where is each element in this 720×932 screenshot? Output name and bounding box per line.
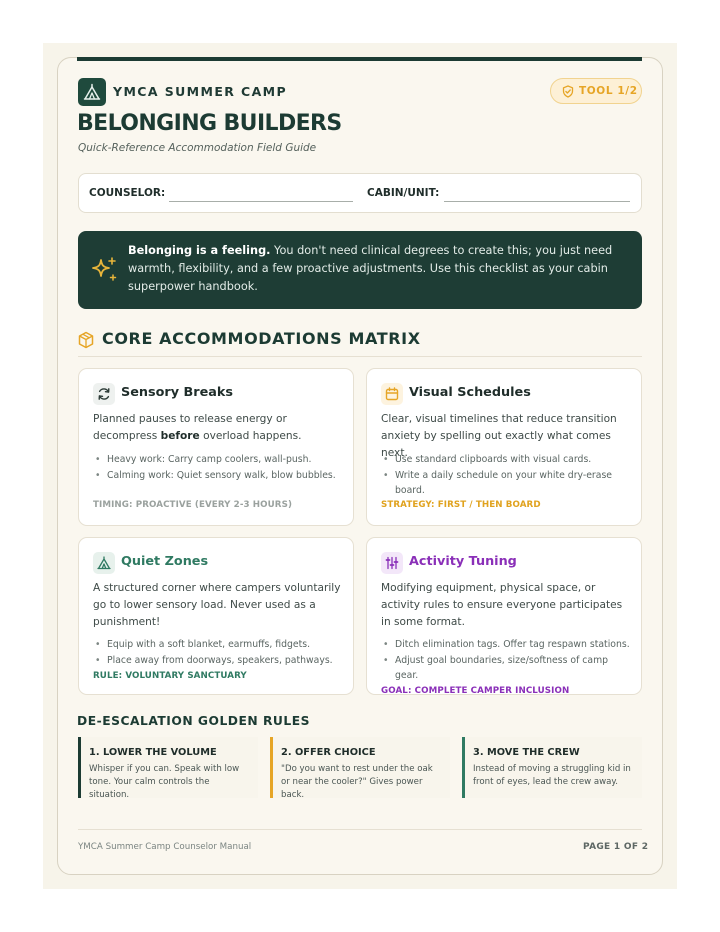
card-quiet-zones [78, 537, 354, 695]
list-item: • Place away from doorways, speakers, pathways. [93, 653, 345, 668]
card-desc-bold: before [160, 430, 200, 442]
page-title: BELONGING BUILDERS [77, 111, 342, 136]
tent-icon [93, 552, 115, 574]
card-description: Clear, visual timelines that reduce transition anxiety by spelling out exactly what comes next. [381, 413, 617, 459]
counselor-label: COUNSELOR: [89, 187, 166, 199]
rule-heading: 2. OFFER CHOICE [281, 747, 376, 758]
rule-body: Whisper if you can. Speak with low tone. Your calm controls the situation. [89, 764, 240, 800]
card-sensory-breaks [78, 368, 354, 526]
cabin-label: CABIN/UNIT: [367, 187, 440, 199]
intro-text [128, 242, 624, 296]
package-box-icon [78, 331, 94, 349]
top-accent-bar [77, 57, 642, 61]
card-footer-tag: STRATEGY: FIRST / THEN BOARD [381, 500, 541, 510]
list-item: • Ditch elimination tags. Offer tag respawn stations. [381, 637, 633, 652]
footer-divider [78, 829, 642, 830]
list-item: • Calming work: Quiet sensory walk, blow bubbles. [93, 468, 345, 483]
card-list [93, 637, 345, 669]
list-item: • Write a daily schedule on your white dry-erase board. [381, 468, 633, 498]
rules-title: DE-ESCALATION GOLDEN RULES [77, 714, 311, 728]
rule-heading: 3. MOVE THE CREW [473, 747, 580, 758]
card-description: Modifying equipment, physical space, or activity rules to ensure everyone participates in some format. [381, 582, 623, 628]
card-visual-schedules [366, 368, 642, 526]
rule-body: "Do you want to rest under the oak or near the cooler?" Gives power back. [281, 764, 433, 800]
card-title: Quiet Zones [121, 554, 209, 569]
calendar-icon [381, 383, 403, 405]
card-description: A structured corner where campers voluntarily go to lower sensory load. Never used as a punishment! [93, 582, 341, 628]
card-list [381, 637, 633, 684]
list-item: • Heavy work: Carry camp coolers, wall-push. [93, 452, 345, 467]
card-description [93, 411, 343, 445]
card-desc-after: overload happens. [199, 430, 302, 442]
card-desc-before: Planned pauses to release energy or decompress [93, 413, 287, 442]
intro-banner [78, 231, 642, 309]
page-subtitle: Quick-Reference Accommodation Field Guide [78, 142, 317, 154]
intro-bold-text: Belonging is a feeling. [128, 244, 271, 257]
rule-lower-volume [78, 737, 258, 798]
card-activity-tuning [366, 537, 642, 695]
section-divider [78, 356, 642, 357]
rule-accent-bar [462, 737, 465, 798]
tool-badge-label: TOOL 1/2 [579, 85, 638, 97]
sparkles-icon [90, 256, 118, 284]
brand-name: YMCA SUMMER CAMP [113, 84, 288, 99]
cabin-field[interactable] [444, 201, 630, 202]
card-footer-tag: RULE: VOLUNTARY SANCTUARY [93, 671, 247, 681]
card-footer-tag: GOAL: COMPLETE CAMPER INCLUSION [381, 686, 570, 695]
counselor-field[interactable] [169, 201, 353, 202]
list-item: • Use standard clipboards with visual cards. [381, 452, 633, 467]
page-number: PAGE 1 OF 2 [583, 842, 649, 852]
rule-heading: 1. LOWER THE VOLUME [89, 747, 217, 758]
tool-badge [550, 78, 642, 104]
card-list [93, 452, 345, 484]
list-item: • Equip with a soft blanket, earmuffs, fidgets. [93, 637, 345, 652]
rule-offer-choice [270, 737, 450, 798]
intro-body-text: You don't need clinical degrees to create this; you just need warmth, flexibility, and a few proactive adjustments. Use this checklist as your cabin superpower handbook. [128, 244, 613, 293]
refresh-icon [93, 383, 115, 405]
card-title: Visual Schedules [409, 385, 531, 400]
card-list [381, 452, 633, 499]
rule-move-crew [462, 737, 642, 798]
camp-tent-logo-icon [78, 78, 106, 106]
card-footer-tag: TIMING: PROACTIVE (EVERY 2-3 HOURS) [93, 500, 293, 510]
rule-accent-bar [78, 737, 81, 798]
sliders-icon [381, 552, 403, 574]
card-title: Activity Tuning [409, 554, 517, 569]
shield-check-icon [562, 85, 574, 98]
rule-accent-bar [270, 737, 273, 798]
rule-body: Instead of moving a struggling kid in front of eyes, lead the crew away. [473, 764, 631, 787]
list-item: • Adjust goal boundaries, size/softness of camp gear. [381, 653, 633, 683]
card-title: Sensory Breaks [121, 385, 234, 400]
footer-manual-name: YMCA Summer Camp Counselor Manual [78, 842, 252, 852]
section-title: CORE ACCOMMODATIONS MATRIX [102, 329, 421, 348]
